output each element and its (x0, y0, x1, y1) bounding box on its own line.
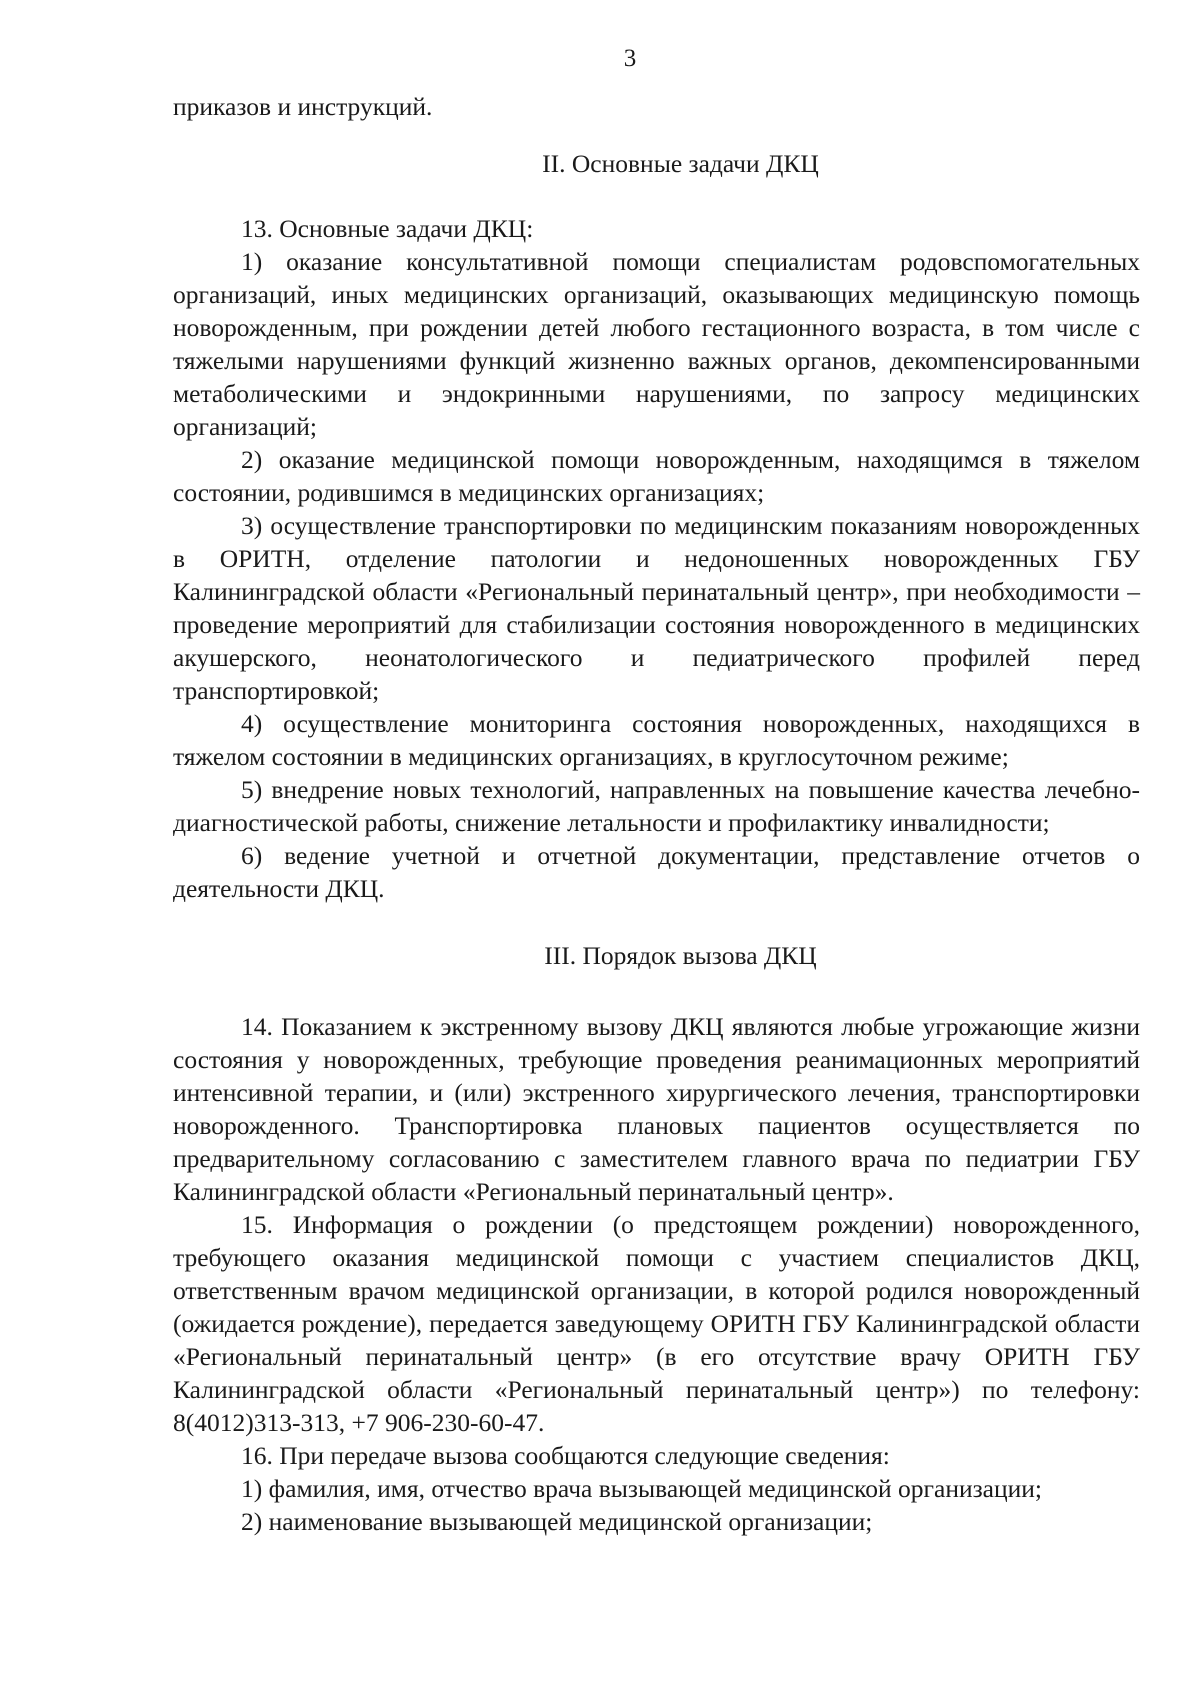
item-14-paragraph: 14. Показанием к экстренному вызову ДКЦ являются любые угрожающие жизни состояния у новорожденных, требующие проведения реанимационных мероприятий интенсивной терапии, и (или) экстренного хирургического лечения, транспортировки новорожденного. Транспортировка плановых пациентов осуществляется по предварительному согласованию с заместителем главного врача по педиатрии ГБУ Калининградской области «Региональный перинатальный центр». (173, 1012, 1140, 1206)
task-5-paragraph: 5) внедрение новых технологий, направленных на повышение качества лечебно-диагностической работы, снижение летальности и профилактику инвалидности; (173, 775, 1140, 837)
task-6-paragraph: 6) ведение учетной и отчетной документации, представление отчетов о деятельности ДКЦ. (173, 841, 1140, 903)
section-3-heading: III. Порядок вызова ДКЦ (544, 941, 817, 970)
call-detail-1-paragraph: 1) фамилия, имя, отчество врача вызывающей медицинской организации; (241, 1474, 1043, 1503)
item-16-paragraph: 16. При передаче вызова сообщаются следующие сведения: (241, 1441, 890, 1470)
task-3-paragraph: 3) осуществление транспортировки по медицинским показаниям новорожденных в ОРИТН, отделение патологии и недоношенных новорожденных ГБУ Калининградской области «Региональный перинатальный центр», при необходимости – проведение мероприятий для стабилизации состояния новорожденного в медицинских акушерского, неонатологического и педиатрического профилей перед транспортировкой; (173, 511, 1140, 705)
call-detail-2-paragraph: 2) наименование вызывающей медицинской организации; (241, 1507, 873, 1536)
page-number: 3 (623, 45, 637, 72)
continuation-paragraph: приказов и инструкций. (173, 92, 433, 121)
item-15-paragraph: 15. Информация о рождении (о предстоящем рождении) новорожденного, требующего оказания медицинской помощи с участием специалистов ДКЦ, ответственным врачом медицинской организации, в которой родился новорожденный (ожидается рождение), передается заведующему ОРИТН ГБУ Калининградской области «Региональный перинатальный центр» (в его отсутствие врачу ОРИТН ГБУ Калининградской области «Региональный перинатальный центр») по телефону: 8(4012)313-313, +7 906-230-60-47. (173, 1210, 1140, 1437)
document-body (173, 90, 1140, 1538)
task-4-paragraph: 4) осуществление мониторинга состояния новорожденных, находящихся в тяжелом состоянии в медицинских организациях, в круглосуточном режиме; (173, 709, 1140, 771)
task-1-paragraph: 1) оказание консультативной помощи специалистам родовспомогательных организаций, иных медицинских организаций, оказывающих медицинскую помощь новорожденным, при рождении детей любого гестационного возраста, в том числе с тяжелыми нарушениями функций жизненно важных органов, декомпенсированными метаболическими и эндокринными нарушениями, по запросу медицинских организаций; (173, 247, 1140, 441)
task-2-paragraph: 2) оказание медицинской помощи новорожденным, находящимся в тяжелом состоянии, родившимся в медицинских организациях; (173, 445, 1140, 507)
section-2-heading: II. Основные задачи ДКЦ (542, 149, 819, 178)
item-13-paragraph: 13. Основные задачи ДКЦ: (241, 214, 534, 243)
